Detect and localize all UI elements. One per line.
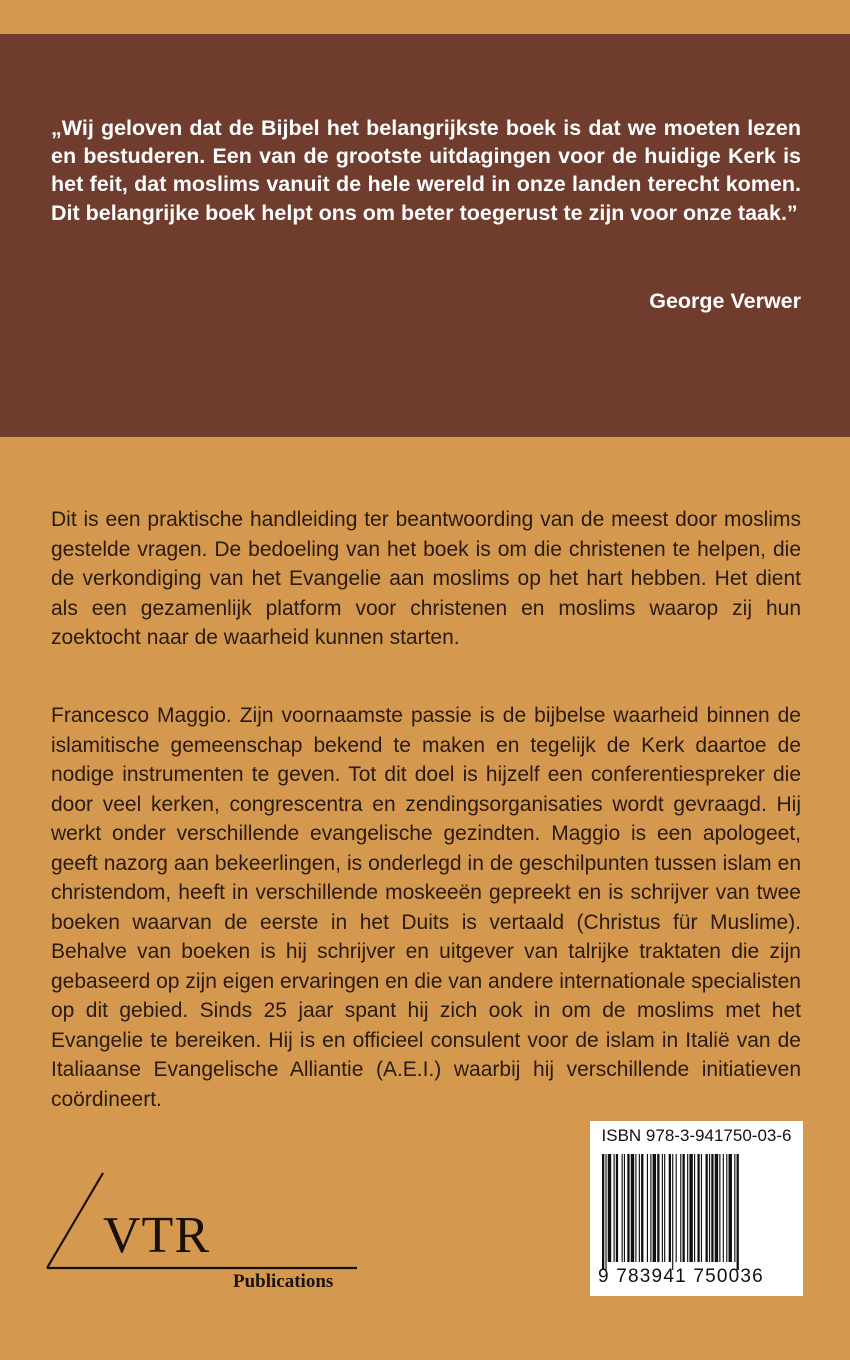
logo-publications-text: Publications bbox=[233, 1271, 334, 1292]
barcode-bar bbox=[641, 1154, 643, 1262]
author-bio: Francesco Maggio. Zijn voornaamste passie is de bijbelse waarheid binnen de islamitische gemeenschap bekend te maken en tegelijk de Kerk daartoe de nodige instrumenten te geven. Tot dit doel is hijzelf een conferentiespreker die door veel kerken, congrescentra en zendingsorganisaties wordt gevraagd. Hij werkt onder verschillende evangelische gezindten. Maggio is een apologeet, geeft nazorg aan bekeerlingen, is onderlegd in de geschilpunten tussen islam en christendom, heeft in verschillende moskeeën gepreekt en is schrijver van twee boeken waarvan de eerste in het Duits is vertaald (Christus für Muslime). Behalve van boeken is hij schrijver en uitgever van talrijke traktaten die zijn gebaseerd op zijn eigen ervaringen en die van andere internationale specialisten op dit gebied. Sinds 25 jaar spant hij zich ook in om de moslims met het Evangelie te bereiken. Hij is en officieel consulent voor de islam in Italië van de Italiaanse Evangelische Alliantie (A.E.I.) waarbij hij verschillende initiatieven coördineert. bbox=[51, 704, 801, 1111]
barcode-bar bbox=[709, 1154, 710, 1262]
barcode-bar bbox=[687, 1154, 688, 1262]
barcode-bar bbox=[723, 1154, 724, 1262]
barcode-bar bbox=[627, 1154, 629, 1262]
barcode-bar bbox=[697, 1154, 699, 1262]
barcode-bar bbox=[737, 1154, 739, 1270]
barcode-bar bbox=[650, 1154, 651, 1262]
barcode-bar bbox=[639, 1154, 640, 1262]
barcode-bar bbox=[635, 1154, 636, 1262]
barcode-bar bbox=[653, 1154, 656, 1262]
barcode-bar bbox=[719, 1154, 720, 1262]
barcode-bar bbox=[715, 1154, 718, 1262]
barcode-bar bbox=[711, 1154, 713, 1262]
logo-vtr-text: VTR bbox=[103, 1207, 210, 1264]
barcode-bar bbox=[706, 1154, 708, 1262]
quote-panel bbox=[0, 34, 850, 437]
barcode-bar bbox=[605, 1154, 606, 1270]
endorsement-quote: „Wij geloven dat de Bijbel het belangrijkste boek is dat we moeten lezen en bestuderen. Een van de grootste uitdagingen voor de huidige Kerk is het feit, dat moslims vanuit de hele wereld in onze landen terecht komen. Dit belangrijke boek helpt ons om beter toegerust te zijn voor onze taak.” bbox=[51, 116, 801, 225]
top-strip bbox=[0, 0, 850, 34]
barcode-bar bbox=[726, 1154, 727, 1262]
barcode-digits: 9 783941 750036 bbox=[598, 1266, 764, 1287]
book-description: Dit is een praktische handleiding ter beantwoording van de meest door moslims gestelde vragen. De bedoeling van het boek is om die christenen te helpen, die de verkondiging van het Evangelie aan moslims op het hart hebben. Het dient als een gezamenlijk platform voor christenen en moslims waarop zij hun zoektocht naar de waarheid kunnen starten. bbox=[51, 508, 801, 649]
barcode-bar bbox=[676, 1154, 677, 1262]
barcode-bar bbox=[664, 1154, 665, 1262]
barcode-bar bbox=[647, 1154, 648, 1262]
barcode-bar bbox=[672, 1154, 673, 1270]
barcode-bar bbox=[602, 1154, 604, 1270]
barcode-bar bbox=[662, 1154, 663, 1262]
barcode-bar bbox=[622, 1154, 623, 1262]
barcode-icon bbox=[602, 1154, 792, 1272]
quote-author: George Verwer bbox=[649, 289, 801, 313]
barcode-bar bbox=[701, 1154, 702, 1262]
barcode-bar bbox=[624, 1154, 625, 1262]
barcode-bar bbox=[694, 1154, 695, 1262]
barcode-bar bbox=[683, 1154, 685, 1262]
barcode-bar bbox=[680, 1154, 681, 1262]
barcode-bar bbox=[734, 1154, 735, 1262]
logo-slash-line bbox=[47, 1173, 103, 1268]
isbn-label: ISBN 978-3-941750-03-6 bbox=[601, 1126, 792, 1145]
barcode-bar bbox=[608, 1154, 611, 1262]
barcode-bar bbox=[631, 1154, 634, 1262]
barcode-bar bbox=[669, 1154, 671, 1262]
barcode-bar bbox=[729, 1154, 732, 1262]
barcode-bar bbox=[657, 1154, 659, 1262]
barcode-bar bbox=[616, 1154, 618, 1262]
barcode-bar bbox=[689, 1154, 692, 1262]
barcode-box bbox=[590, 1121, 803, 1296]
barcode-bar bbox=[614, 1154, 615, 1262]
publisher-logo bbox=[45, 1168, 365, 1298]
